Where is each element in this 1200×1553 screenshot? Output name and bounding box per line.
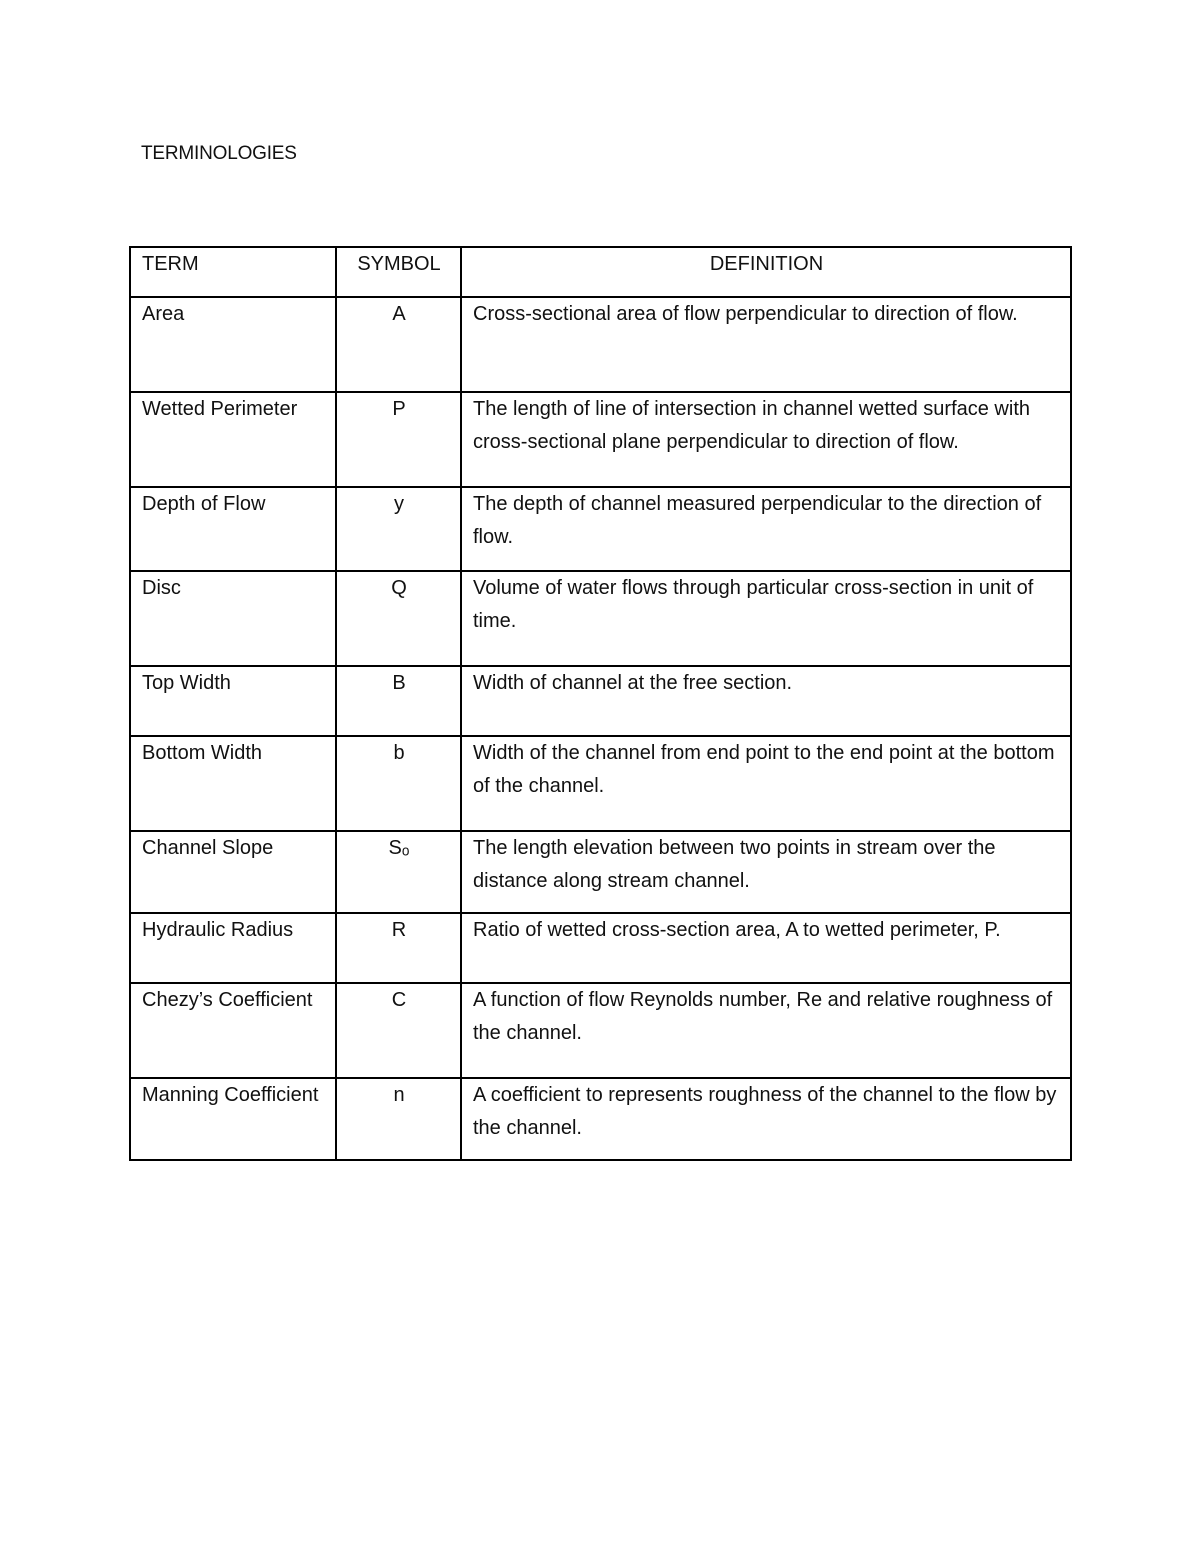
table-row	[130, 913, 1071, 983]
symbol-cell: B	[336, 666, 461, 736]
definition-cell: Width of the channel from end point to the end point at the bottom of the channel.	[461, 736, 1071, 831]
term-cell: Chezy’s Coefficient	[130, 983, 336, 1078]
term-cell: Hydraulic Radius	[130, 913, 336, 983]
definition-cell: Ratio of wetted cross-section area, A to wetted perimeter, P.	[461, 913, 1071, 983]
table-row	[130, 392, 1071, 487]
table-row	[130, 831, 1071, 913]
symbol-cell: b	[336, 736, 461, 831]
table-row	[130, 1078, 1071, 1160]
term-cell: Area	[130, 297, 336, 392]
table-row	[130, 487, 1071, 571]
header-term: TERM	[130, 247, 336, 297]
symbol-cell: Sₒ	[336, 831, 461, 913]
table-row	[130, 736, 1071, 831]
symbol-cell: Q	[336, 571, 461, 666]
symbol-cell: n	[336, 1078, 461, 1160]
definition-cell: Cross-sectional area of flow perpendicular to direction of flow.	[461, 297, 1071, 392]
term-cell: Top Width	[130, 666, 336, 736]
header-symbol: SYMBOL	[336, 247, 461, 297]
definition-cell: A function of flow Reynolds number, Re and relative roughness of the channel.	[461, 983, 1071, 1078]
definition-cell: The length of line of intersection in channel wetted surface with cross-sectional plane perpendicular to direction of flow.	[461, 392, 1071, 487]
table-row	[130, 571, 1071, 666]
definition-cell: Volume of water flows through particular cross-section in unit of time.	[461, 571, 1071, 666]
header-definition: DEFINITION	[461, 247, 1071, 297]
term-cell: Bottom Width	[130, 736, 336, 831]
page-title: TERMINOLOGIES	[141, 143, 297, 164]
terminology-table	[129, 246, 1072, 1161]
term-cell: Manning Coefficient	[130, 1078, 336, 1160]
symbol-cell: R	[336, 913, 461, 983]
symbol-cell: A	[336, 297, 461, 392]
term-cell: Channel Slope	[130, 831, 336, 913]
term-cell: Disc	[130, 571, 336, 666]
table-header-row	[130, 247, 1071, 297]
definition-cell: A coefficient to represents roughness of the channel to the flow by the channel.	[461, 1078, 1071, 1160]
term-cell: Depth of Flow	[130, 487, 336, 571]
symbol-cell: y	[336, 487, 461, 571]
definition-cell: Width of channel at the free section.	[461, 666, 1071, 736]
definition-cell: The depth of channel measured perpendicular to the direction of flow.	[461, 487, 1071, 571]
table-row	[130, 297, 1071, 392]
symbol-cell: C	[336, 983, 461, 1078]
table-row	[130, 983, 1071, 1078]
table-row	[130, 666, 1071, 736]
definition-cell: The length elevation between two points in stream over the distance along stream channel.	[461, 831, 1071, 913]
symbol-cell: P	[336, 392, 461, 487]
term-cell: Wetted Perimeter	[130, 392, 336, 487]
